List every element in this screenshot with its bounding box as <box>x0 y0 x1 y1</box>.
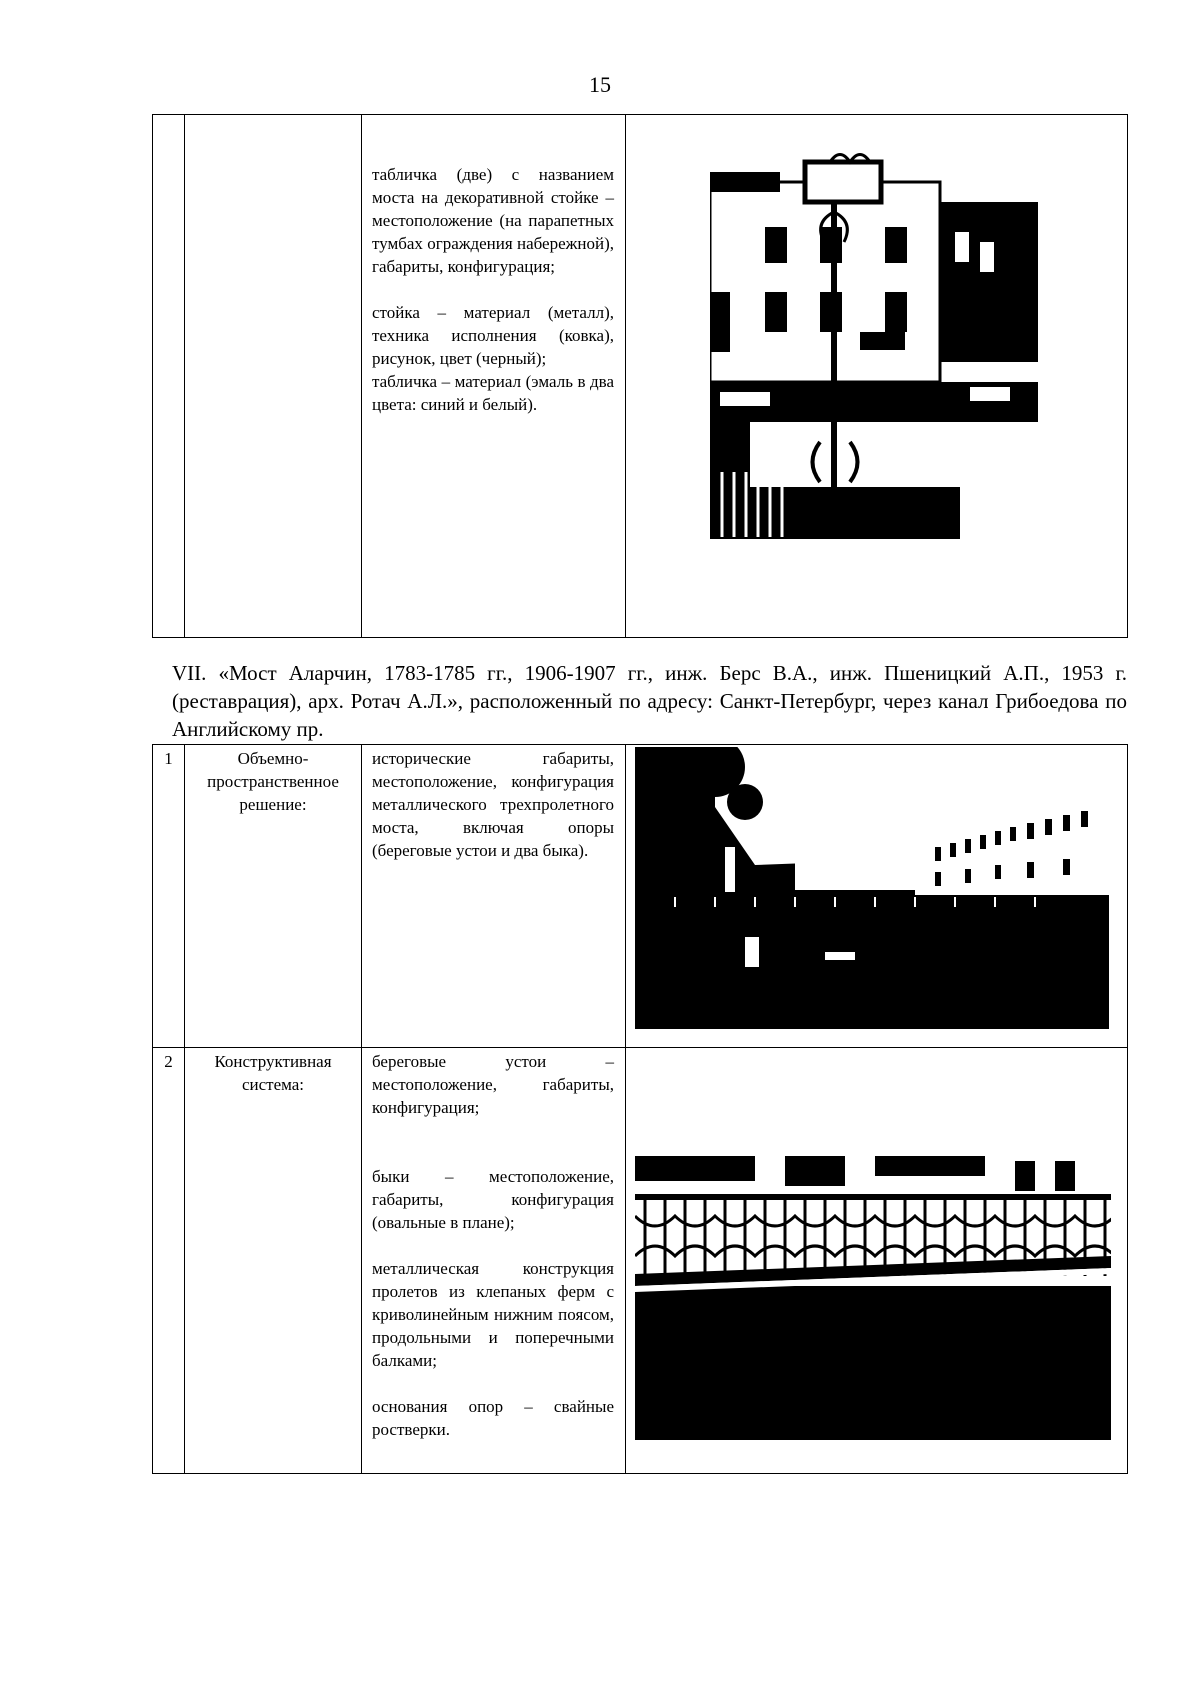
photo-bridge-view <box>635 747 1109 1029</box>
photo-sign-post <box>710 142 1038 539</box>
row-description <box>362 745 626 1048</box>
row-description <box>362 1048 626 1474</box>
table-protected-features <box>152 744 1128 1474</box>
photo-bridge-railing <box>635 1156 1111 1440</box>
description-paragraph: исторические габариты, местоположение, конфигурация металлического трехпролетного моста, включая опоры (береговые устои и два быка). <box>372 749 614 860</box>
description-paragraph: основания опор – свайные ростверки. <box>372 1397 614 1439</box>
row-index: 2 <box>153 1048 185 1474</box>
table-row <box>153 115 1128 638</box>
row-name: Конструктивная система: <box>185 1048 362 1474</box>
row-name <box>185 115 362 638</box>
row-photo-cell <box>626 1048 1128 1474</box>
page-number: 15 <box>589 72 611 97</box>
description-paragraph: табличка (две) с названием моста на декоративной стойке – местоположение (на парапетных тумбах ограждения набережной), габариты, конфигурация; <box>372 165 614 276</box>
row-index <box>153 115 185 638</box>
row-index: 1 <box>153 745 185 1048</box>
table-row <box>153 745 1128 1048</box>
description-paragraph: табличка – материал (эмаль в два цвета: синий и белый). <box>372 372 614 414</box>
description-paragraph: быки – местоположение, габариты, конфигурация (овальные в плане); <box>372 1167 614 1232</box>
description-paragraph: стойка – материал (металл), техника исполнения (ковка), рисунок, цвет (черный); <box>372 303 614 368</box>
row-photo-cell <box>626 115 1128 638</box>
row-description <box>362 115 626 638</box>
row-name: Объемно-пространственное решение: <box>185 745 362 1048</box>
row-photo-cell <box>626 745 1128 1048</box>
table-continuation <box>152 114 1128 638</box>
section-heading: VII. «Мост Аларчин, 1783-1785 гг., 1906-1907 гг., инж. Берс В.А., инж. Пшеницкий А.П., 1953 г. (реставрация), арх. Ротач А.Л.», расположенный по адресу: Санкт-Петербург, через канал Грибоедова по Английскому пр. <box>172 661 1127 741</box>
description-paragraph: береговые устои – местоположение, габариты, конфигурация; <box>372 1052 614 1117</box>
description-paragraph: металлическая конструкция пролетов из клепаных ферм с криволинейным нижним поясом, продольными и поперечными балками; <box>372 1259 614 1370</box>
table-row <box>153 1048 1128 1474</box>
